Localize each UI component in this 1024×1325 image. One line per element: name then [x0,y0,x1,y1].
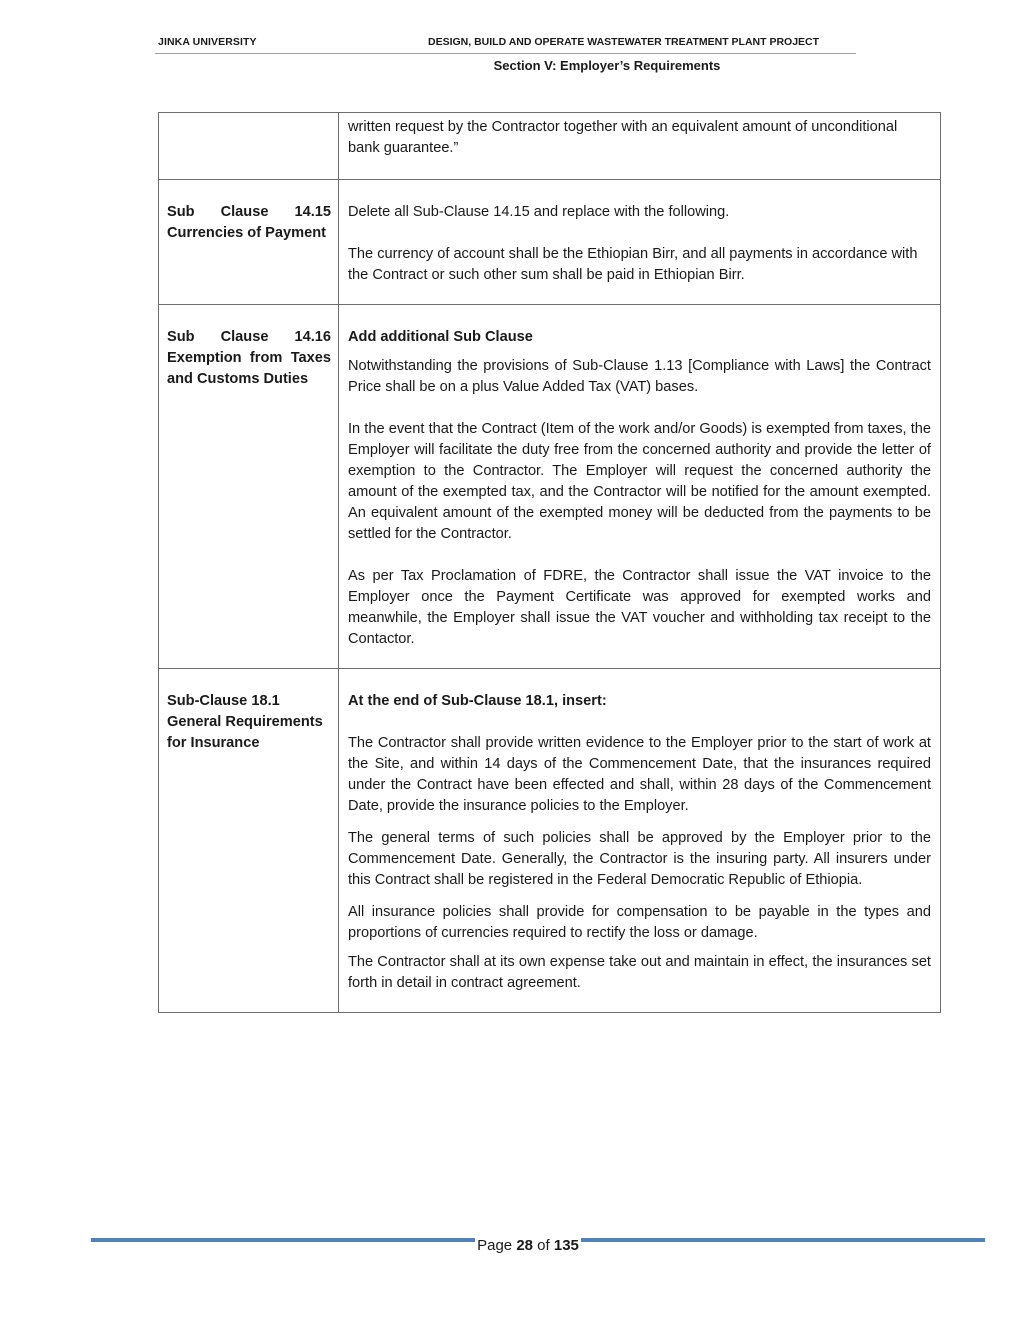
clause-paragraph: written request by the Contractor together with an equivalent amount of unconditional bank guarantee.” [348,119,898,156]
clause-label: Sub Clause 14.15 Currencies of Payment [167,204,331,241]
header-project-title: DESIGN, BUILD AND OPERATE WASTEWATER TREATMENT PLANT PROJECT [428,36,820,48]
requirements-table [158,112,941,1013]
clause-heading: At the end of Sub-Clause 18.1, insert: [348,693,607,709]
clause-label-cell [159,669,339,1013]
clause-heading: Add additional Sub Clause [348,329,533,345]
clause-text-cell [339,180,941,305]
clause-text-cell [339,669,941,1013]
clause-paragraph: The currency of account shall be the Ethiopian Birr, and all payments in accordance with the Contract or such other sum shall be paid in Ethiopian Birr. [348,246,918,283]
table-row [159,180,941,305]
header-divider [155,53,856,54]
clause-label-cell [159,305,339,669]
clause-text-cell [339,305,941,669]
clause-label: Sub Clause 14.16 Exemption from Taxes and Customs Duties [167,329,331,387]
section-title: Section V: Employer’s Requirements [493,58,721,73]
clause-paragraph: The Contractor shall at its own expense take out and maintain in effect, the insurances set forth in detail in contract agreement. [348,954,931,991]
clause-paragraph: The general terms of such policies shall be approved by the Employer prior to the Commencement Date. Generally, the Contractor is the insuring party. All insurers under this Contract shall be registered in the Federal Democratic Republic of Ethiopia. [348,830,931,888]
clause-label-cell [159,180,339,305]
clause-paragraph: Delete all Sub-Clause 14.15 and replace with the following. [348,204,730,220]
page-current: 28 [516,1237,533,1254]
table-row [159,113,941,180]
clause-paragraph: Notwithstanding the provisions of Sub-Clause 1.13 [Compliance with Laws] the Contract Price shall be on a plus Value Added Tax (VAT) bases. [348,358,931,395]
clause-paragraph: In the event that the Contract (Item of the work and/or Goods) is exempted from taxes, the Employer will facilitate the duty free from the concerned authority and provide the letter of exemption to the Contractor. The Employer will request the concerned authority the amount of the exempted tax, and the Contractor will be notified for the amount exempted. An equivalent amount of the exempted money will be deducted from the payments to be settled for the Contractor. [348,421,931,542]
clause-paragraph: As per Tax Proclamation of FDRE, the Contractor shall issue the VAT invoice to the Employer once the Payment Certificate was approved for exempted works and meanwhile, the Employer shall issue the VAT voucher and withholding tax receipt to the Contactor. [348,568,931,647]
clause-label: Sub-Clause 18.1 General Requirements for Insurance [167,693,323,751]
clause-text-cell [339,113,941,180]
clause-paragraph: All insurance policies shall provide for compensation to be payable in the types and proportions of currencies required to rectify the loss or damage. [348,904,931,941]
table-row [159,305,941,669]
clause-label-cell [159,113,339,180]
page-prefix: Page [477,1237,517,1254]
page-total: 135 [553,1237,579,1254]
page-of: of [533,1237,554,1254]
clause-paragraph: The Contractor shall provide written evidence to the Employer prior to the start of work at the Site, and within 14 days of the Commencement Date, that the insurances required under the Contract have been effected and shall, within 28 days of the Commencement Date, provide the insurance policies to the Employer. [348,735,931,814]
header-org: JINKA UNIVERSITY [158,36,257,48]
table-row [159,669,941,1013]
page-number [0,1237,1024,1254]
